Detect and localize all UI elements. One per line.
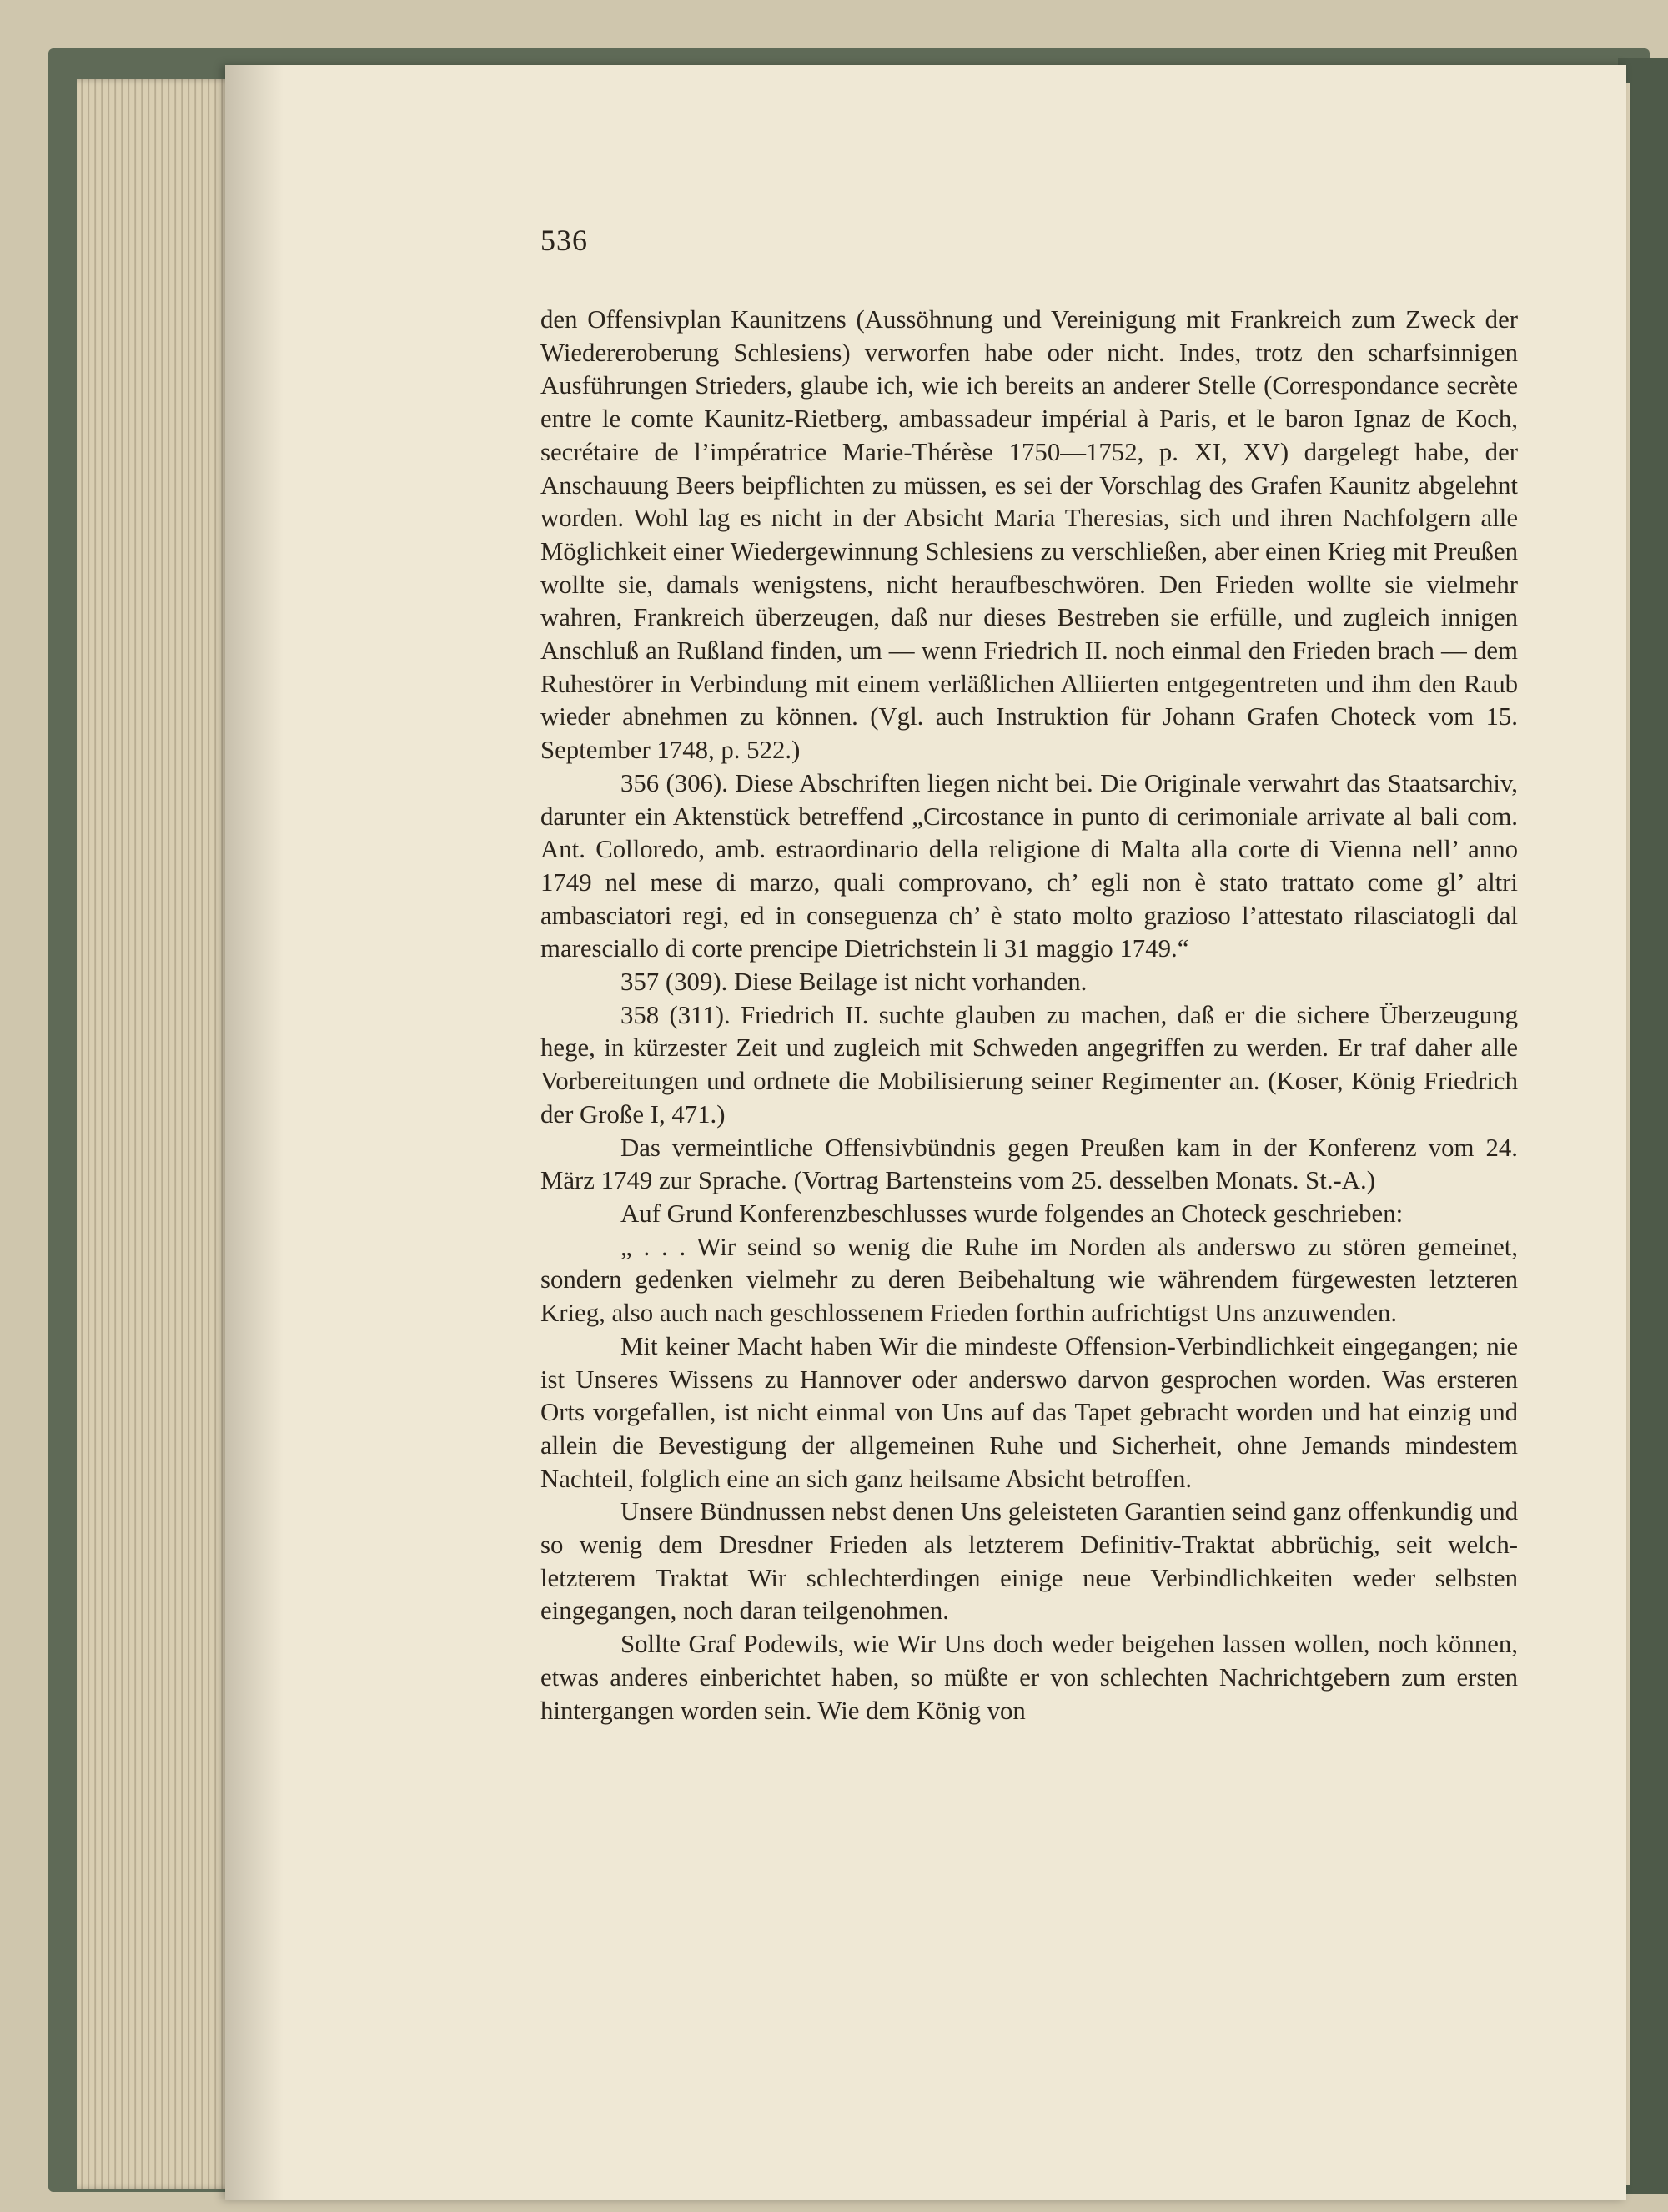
paragraph-offensivbuendnis: Das vermeintliche Offensivbündnis gegen Preußen kam in der Konferenz vom 24. März 1749 zur Sprache. (Vortrag Bartensteins vom 25. desselben Monats. St.-A.) — [540, 1133, 1518, 1195]
page-gutter-shadow — [225, 65, 284, 2200]
paragraph-konferenzbeschluss: Auf Grund Konferenzbeschlusses wurde folgendes an Choteck geschrieben: — [620, 1199, 1404, 1228]
page-text-block — [540, 224, 1518, 1727]
quote-paragraph-1: „ . . . Wir seind so wenig die Ruhe im Norden als anderswo zu stören gemeinet, sondern gedenken vielmehr zu deren Beibehaltung wie währendem fürgewesten letzteren Krieg, also auch nach geschlossenem Frieden forthin aufrichtigst Uns anzuwenden. — [540, 1232, 1518, 1328]
note-358: 358 (311). Friedrich II. suchte glauben zu machen, daß er die sichere Überzeugung hege, in kürzester Zeit und zugleich mit Schweden angegriffen zu werden. Er traf daher alle Vorbereitungen und ordnete die Mobilisierung seiner Regimenter an. (Koser, König Friedrich der Große I, 471.) — [540, 1000, 1518, 1129]
page-number: 536 — [540, 224, 588, 257]
page-edges-left — [77, 79, 244, 2189]
note-356: 356 (306). Diese Abschriften liegen nicht bei. Die Originale verwahrt das Staatsarchiv, darunter ein Aktenstück betreffend „Circostance in punto di cerimoniale arrivate al bali com. Ant. Colloredo, amb. estraordinario della religione di Malta alla corte di Vienna nell’ anno 1749 nel mese di marzo, quali comprovano, ch’ egli non è stato trattato come gl’ altri ambasciatori regi, ed in conseguenza ch’ è stato molto grazioso l’attestato rilasciatogli dal maresciallo di corte prencipe Dietrichstein li 31 maggio 1749.“ — [540, 768, 1518, 963]
paragraph-continuation: den Offensivplan Kaunitzens (Aussöhnung und Vereinigung mit Frankreich zum Zweck der Wiedereroberung Schlesiens) verworfen habe oder nicht. Indes, trotz den scharfsinnigen Ausführungen Strieders, glaube ich, wie ich bereits an anderer Stelle (Correspondance secrète entre le comte Kaunitz-Rietberg, ambassadeur impérial à Paris, et le baron Ignaz de Koch, secrétaire de l’impératrice Marie-Thérèse 1750—1752, p. XI, XV) dargelegt habe, der Anschauung Beers beipflichten zu müssen, es sei der Vorschlag des Grafen Kaunitz abgelehnt worden. Wohl lag es nicht in der Absicht Maria Theresias, sich und ihren Nachfolgern alle Möglichkeit einer Wiedergewinnung Schlesiens zu verschließen, aber einen Krieg mit Preußen wollte sie, damals wenigstens, nicht heraufbeschwören. Den Frieden wollte sie vielmehr wahren, Frankreich überzeugen, daß nur dieses Bestreben sie erfülle, und zugleich innigen Anschluß an Rußland finden, um — wenn Friedrich II. noch einmal den Frieden brach — dem Ruhestörer in Verbindung mit einem verläßlichen Alliierten entgegentreten und ihm den Raub wieder abnehmen zu können. (Vgl. auch Instruktion für Johann Grafen Choteck vom 15. September 1748, p. 522.) — [540, 305, 1518, 765]
quote-paragraph-2: Mit keiner Macht haben Wir die mindeste Offension-Verbindlichkeit eingegangen; nie ist Unseres Wissens zu Hannover oder anderswo darvon gesprochen worden. Was ersteren Orts vorgefallen, ist nicht einmal von Uns auf das Tapet gebracht worden und hat einzig und allein die Bevestigung der allgemeinen Ruhe und Sicherheit, ohne Jemands mindestem Nachteil, folglich eine an sich ganz heilsame Absicht betroffen. — [540, 1331, 1518, 1493]
quote-paragraph-4: Sollte Graf Podewils, wie Wir Uns doch weder beigehen lassen wollen, noch können, etwas anderes einberichtet haben, so müßte er von schlechten Nachrichtgebern zum ersten hintergangen worden sein. Wie dem König von — [540, 1630, 1518, 1725]
quote-paragraph-3: Unsere Bündnussen nebst denen Uns geleisteten Garantien seind ganz offenkundig und so wenig dem Dresdner Frieden als letzterem Definitiv-Traktat abbrüchig, seit welch- letzterem Traktat Wir schlechterdingen einige neue Verbindlichkeiten weder selbsten eingegangen, noch daran teilgenohmen. — [540, 1497, 1518, 1626]
note-357: 357 (309). Diese Beilage ist nicht vorhanden. — [620, 968, 1088, 997]
